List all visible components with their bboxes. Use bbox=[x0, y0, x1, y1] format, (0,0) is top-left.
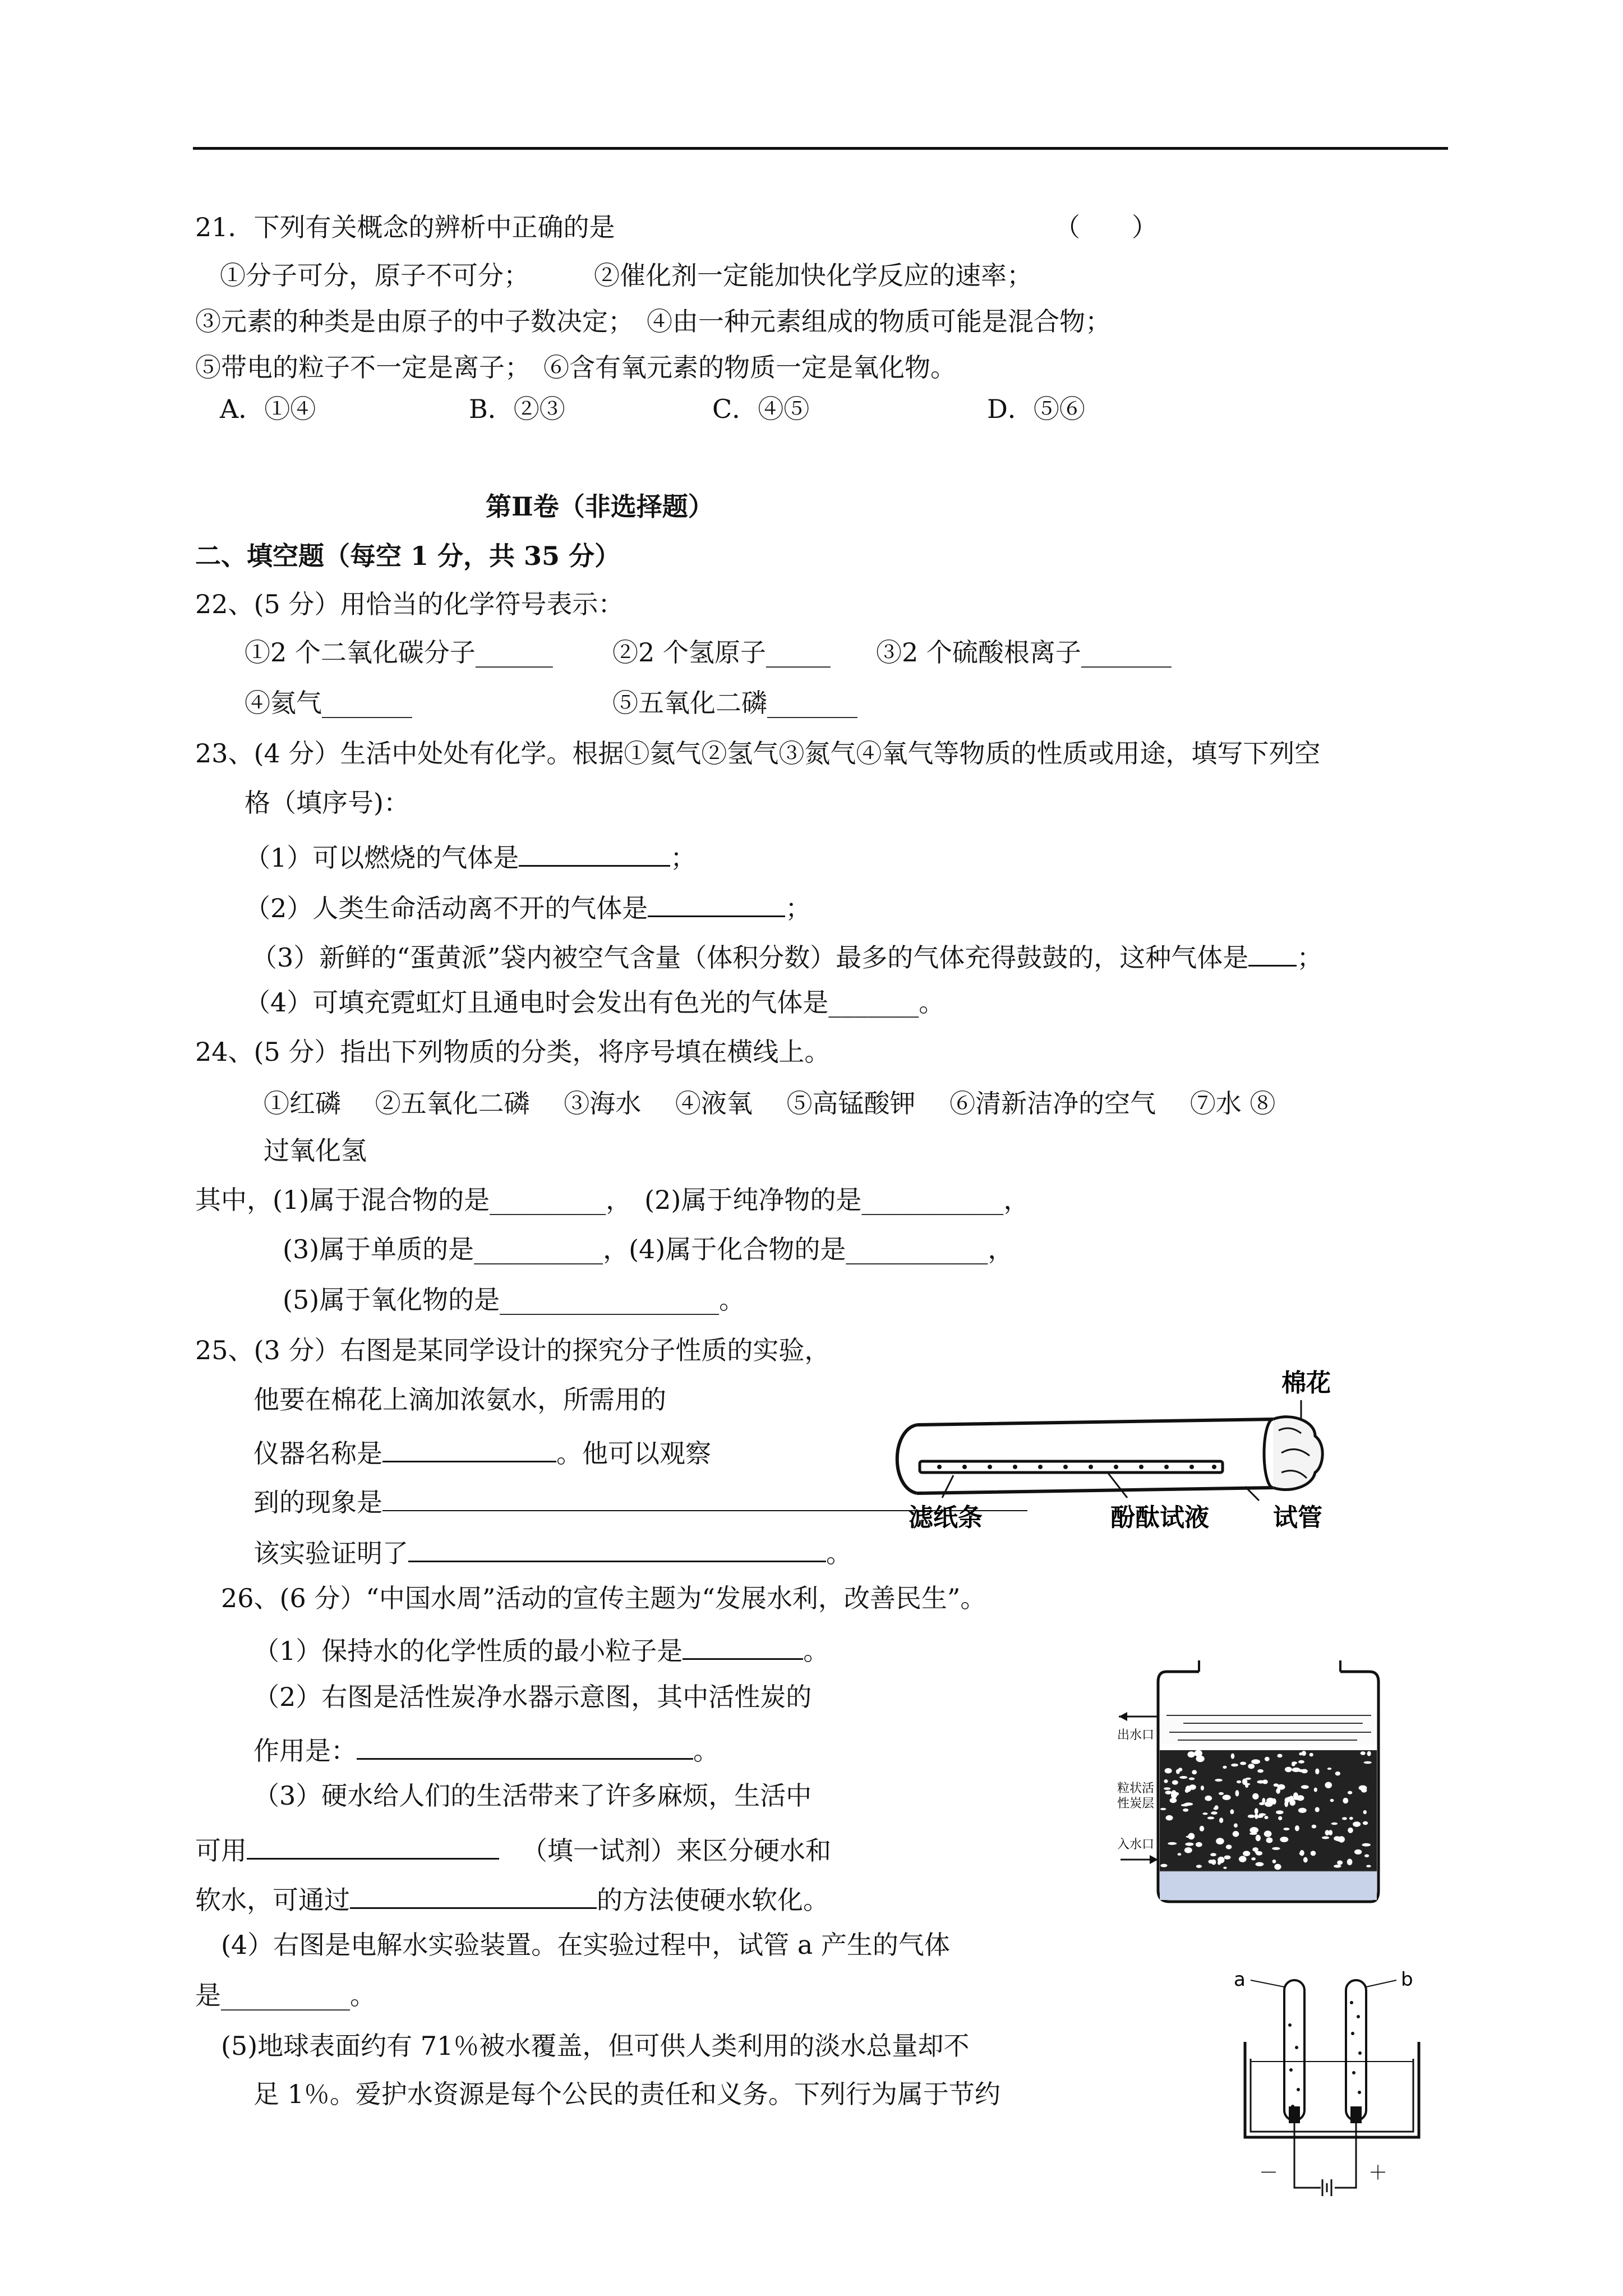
carbon-grain bbox=[1343, 1798, 1348, 1803]
carbon-grain bbox=[1266, 1798, 1274, 1803]
tube-a-label: a bbox=[1234, 1968, 1246, 1991]
q26-part-1 bbox=[253, 1634, 829, 1664]
carbon-grain bbox=[1331, 1823, 1338, 1825]
q22-item-2: ②2 个氢原子_____ bbox=[612, 637, 831, 668]
q25-blank-instrument[interactable] bbox=[382, 1436, 556, 1462]
carbon-label-1: 粒状活 bbox=[1117, 1782, 1155, 1796]
carbon-filter-figure bbox=[1116, 1660, 1385, 1913]
carbon-grain bbox=[1187, 1751, 1195, 1757]
carbon-grain bbox=[1226, 1844, 1232, 1849]
carbon-grain bbox=[1248, 1815, 1255, 1818]
carbon-grain bbox=[1302, 1751, 1306, 1756]
carbon-grain bbox=[1202, 1812, 1207, 1815]
carbon-grain bbox=[1272, 1860, 1276, 1864]
carbon-grain bbox=[1166, 1815, 1173, 1821]
test-tube-label: 试管 bbox=[1273, 1503, 1322, 1532]
header-rule bbox=[193, 147, 1448, 150]
q26-part-2-end: 。 bbox=[693, 1736, 719, 1766]
carbon-grain bbox=[1322, 1837, 1329, 1839]
carbon-grain bbox=[1264, 1830, 1272, 1837]
carbon-grain bbox=[1249, 1832, 1257, 1835]
phenolphthalein-label: 酚酞试液 bbox=[1110, 1503, 1209, 1532]
carbon-grain bbox=[1223, 1766, 1227, 1769]
q26-part-3-line-3 bbox=[195, 1883, 829, 1913]
carbon-grain bbox=[1224, 1856, 1231, 1860]
q25-line-1: 他要在棉花上滴加浓氨水，所需用的 bbox=[253, 1384, 666, 1415]
carbon-grain bbox=[1256, 1835, 1261, 1841]
carbon-grain bbox=[1165, 1768, 1172, 1774]
carbon-grain bbox=[1240, 1762, 1246, 1765]
q23-blank-1[interactable] bbox=[519, 840, 670, 867]
carbon-grain bbox=[1310, 1753, 1313, 1757]
q26-part-2: （2）右图是活性炭净水器示意图，其中活性炭的 bbox=[253, 1682, 812, 1712]
q23-part-3-end: ； bbox=[1297, 942, 1323, 973]
q22-item-1: ①2 个二氧化碳分子______ bbox=[245, 637, 553, 668]
carbon-grain bbox=[1348, 1791, 1352, 1795]
carbon-grain bbox=[1210, 1853, 1216, 1856]
q26-part-3-text-d: 的方法使硬水软化。 bbox=[597, 1885, 829, 1915]
carbon-grain bbox=[1218, 1857, 1224, 1864]
carbon-grain bbox=[1259, 1802, 1265, 1805]
cotton-plug bbox=[1273, 1417, 1322, 1490]
q23-part-4: （4）可填充霓虹灯且通电时会发出有色光的气体是_______。 bbox=[245, 987, 945, 1018]
q26-part-5: (5)地球表面约有 71％被水覆盖，但可供人类利用的淡水总量却不 bbox=[221, 2031, 970, 2061]
carbon-grain bbox=[1295, 1825, 1299, 1831]
q26-part-3-text: 可用 bbox=[195, 1835, 247, 1866]
q23-part-2-end: ； bbox=[785, 893, 811, 923]
q23-part-2-text: （2）人类生命活动离不开的气体是 bbox=[245, 893, 648, 923]
carbon-grain bbox=[1315, 1769, 1319, 1775]
carbon-grain bbox=[1361, 1751, 1366, 1755]
q23-part-2 bbox=[245, 891, 811, 921]
q25-line-2 bbox=[253, 1436, 711, 1469]
carbon-grain bbox=[1314, 1788, 1317, 1792]
q25-line-4-end: 。 bbox=[826, 1538, 852, 1568]
carbon-grain bbox=[1272, 1847, 1280, 1850]
q21-statement-line-2: ③元素的种类是由原子的中子数决定； ④由一种元素组成的物质可能是混合物； bbox=[195, 306, 1111, 337]
carbon-grain bbox=[1292, 1768, 1301, 1772]
carbon-grain bbox=[1264, 1816, 1268, 1819]
carbon-grain bbox=[1334, 1865, 1341, 1868]
carbon-grain bbox=[1192, 1770, 1197, 1774]
q25-line-4 bbox=[253, 1536, 852, 1566]
carbon-grain bbox=[1171, 1790, 1176, 1797]
carbon-grain bbox=[1164, 1779, 1168, 1783]
carbon-grain bbox=[1255, 1814, 1258, 1819]
q22-item-4: ④氦气_______ bbox=[245, 688, 412, 718]
q23-part-1 bbox=[245, 840, 696, 871]
carbon-grain bbox=[1209, 1860, 1214, 1864]
carbon-grain bbox=[1231, 1764, 1238, 1766]
negative-terminal: － bbox=[1259, 2162, 1278, 2184]
carbon-grain bbox=[1284, 1800, 1288, 1807]
q26-part-3: （3）硬水给人们的生活带来了许多麻烦，生活中 bbox=[253, 1780, 812, 1811]
q21-option-b: B．②③ bbox=[469, 394, 565, 424]
inlet-label: 入水口 bbox=[1117, 1838, 1155, 1852]
q26-part-2-continued bbox=[253, 1733, 719, 1764]
carbon-grain bbox=[1354, 1849, 1362, 1855]
carbon-grain bbox=[1205, 1796, 1212, 1801]
q26-part-5-continued: 足 1％。爱护水资源是每个公民的责任和义务。下列行为属于节约 bbox=[253, 2079, 1000, 2109]
carbon-grain bbox=[1276, 1810, 1284, 1814]
carbon-grain bbox=[1223, 1795, 1231, 1800]
carbon-grain bbox=[1178, 1853, 1182, 1856]
q23-part-3 bbox=[251, 940, 1323, 973]
q26-stem: 26、(6 分）“中国水周”活动的宣传主题为“发展水利，改善民生”。 bbox=[221, 1583, 986, 1613]
carbon-grain bbox=[1258, 1813, 1266, 1816]
carbon-grain bbox=[1234, 1823, 1238, 1828]
carbon-grain bbox=[1215, 1779, 1222, 1782]
carbon-grain bbox=[1183, 1809, 1188, 1812]
q25-line-4-text: 该实验证明了 bbox=[253, 1538, 408, 1568]
carbon-grain bbox=[1248, 1764, 1255, 1769]
molecule-experiment-figure bbox=[886, 1346, 1346, 1537]
carbon-grain bbox=[1329, 1830, 1332, 1835]
carbon-grain bbox=[1347, 1859, 1353, 1866]
carbon-grain bbox=[1239, 1856, 1247, 1862]
q21-statement-line-3: ⑤带电的粒子不一定是离子； ⑥含有氧元素的物质一定是氧化物。 bbox=[195, 352, 956, 383]
q21-answer-paren: （ ） bbox=[1054, 212, 1158, 242]
tube-a bbox=[1284, 1980, 1304, 2120]
q22-item-3: ③2 个硫酸根离子_______ bbox=[876, 637, 1172, 668]
q26-part-2-label: 作用是： bbox=[253, 1736, 357, 1766]
carbon-grain bbox=[1335, 1837, 1343, 1842]
positive-terminal: ＋ bbox=[1368, 2162, 1387, 2184]
q23-stem-continued: 格（填序号)： bbox=[245, 788, 409, 818]
carbon-grain bbox=[1364, 1761, 1372, 1764]
carbon-grain bbox=[1278, 1784, 1285, 1790]
carbon-grain bbox=[1237, 1780, 1241, 1783]
q24-items: ①红磷 ②五氧化二磷 ③海水 ④液氧 ⑤高锰酸钾 ⑥清新洁净的空气 ⑦水 ⑧ bbox=[264, 1088, 1276, 1119]
q23-blank-2[interactable] bbox=[648, 891, 785, 917]
carbon-grain bbox=[1201, 1786, 1204, 1791]
q21-option-d: D．⑤⑥ bbox=[987, 394, 1085, 424]
carbon-grain bbox=[1200, 1826, 1204, 1832]
carbon-grain bbox=[1196, 1865, 1202, 1868]
carbon-grain bbox=[1335, 1772, 1340, 1775]
carbon-grain bbox=[1337, 1861, 1343, 1865]
q24-row-3: (5)属于氧化物的是_________________。 bbox=[283, 1285, 745, 1315]
q23-stem: 23、(4 分）生活中处处有化学。根据①氦气②氢气③氮气④氧气等物质的性质或用途，填写下列空 bbox=[195, 738, 1321, 769]
carbon-grain bbox=[1249, 1827, 1258, 1833]
carbon-grain bbox=[1367, 1751, 1371, 1756]
q26-blank-particle[interactable] bbox=[683, 1634, 803, 1660]
carbon-grain bbox=[1160, 1808, 1166, 1810]
q23-part-1-text: （1）可以燃烧的气体是 bbox=[245, 843, 519, 873]
q23-part-3-text: （3）新鲜的“蛋黄派”袋内被空气含量（体积分数）最多的气体充得鼓鼓的，这种气体是 bbox=[251, 942, 1249, 973]
carbon-grain bbox=[1219, 1792, 1224, 1795]
carbon-grain bbox=[1285, 1767, 1292, 1773]
carbon-grain bbox=[1251, 1759, 1260, 1764]
carbon-grain bbox=[1207, 1816, 1214, 1819]
q21-option-a: A．①④ bbox=[220, 394, 316, 424]
carbon-grain bbox=[1292, 1797, 1300, 1800]
carbon-grain bbox=[1184, 1847, 1192, 1853]
q25-line-2-text: 仪器名称是 bbox=[253, 1438, 382, 1469]
carbon-grain bbox=[1211, 1811, 1218, 1815]
carbon-grain bbox=[1330, 1799, 1334, 1802]
carbon-grain bbox=[1251, 1857, 1256, 1860]
cotton-label: 棉花 bbox=[1281, 1369, 1331, 1397]
q26-part-4-continued: 是__________。 bbox=[195, 1980, 376, 2010]
carbon-grain bbox=[1230, 1809, 1234, 1814]
carbon-grain bbox=[1289, 1800, 1295, 1806]
q23-part-1-end: ； bbox=[670, 843, 697, 873]
carbon-grain bbox=[1298, 1808, 1307, 1813]
q22-item-5: ⑤五氧化二磷_______ bbox=[612, 688, 857, 718]
carbon-grain bbox=[1298, 1760, 1304, 1764]
carbon-grain bbox=[1278, 1816, 1282, 1820]
carbon-grain bbox=[1233, 1831, 1239, 1837]
q21-option-c: C．④⑤ bbox=[712, 394, 810, 424]
carbon-grain bbox=[1256, 1862, 1264, 1866]
q26-part-3-text-b: （填一试剂）来区分硬水和 bbox=[522, 1835, 831, 1866]
q24-row-1: 其中，(1)属于混合物的是_________， (2)属于纯净物的是___________， bbox=[195, 1185, 1030, 1215]
carbon-grain bbox=[1189, 1784, 1196, 1790]
q21-statement-line-1: ①分子可分，原子不可分； ②催化剂一定能加快化学反应的速率； bbox=[220, 260, 1032, 291]
carbon-grain bbox=[1303, 1857, 1308, 1863]
carbon-grain bbox=[1274, 1864, 1281, 1870]
carbon-grain bbox=[1301, 1785, 1309, 1789]
carbon-grain bbox=[1257, 1780, 1265, 1784]
carbon-grain bbox=[1196, 1842, 1202, 1847]
q26-blank-reagent[interactable] bbox=[247, 1833, 499, 1860]
carbon-grain bbox=[1243, 1783, 1250, 1786]
carbon-grain bbox=[1243, 1851, 1250, 1856]
carbon-grain bbox=[1185, 1843, 1193, 1846]
carbon-grain bbox=[1312, 1825, 1317, 1829]
carbon-grain bbox=[1362, 1843, 1371, 1847]
volume-title: 第Ⅱ卷（非选择题） bbox=[486, 491, 714, 522]
tube-b-label: b bbox=[1401, 1968, 1413, 1991]
q26-part-1-text: （1）保持水的化学性质的最小粒子是 bbox=[253, 1636, 683, 1666]
carbon-grain bbox=[1168, 1842, 1177, 1845]
q26-part-4: (4）右图是电解水实验装置。在实验过程中，试管 a 产生的气体 bbox=[221, 1930, 950, 1960]
q26-blank-softening[interactable] bbox=[350, 1883, 597, 1909]
carbon-grain bbox=[1363, 1821, 1368, 1825]
carbon-grain bbox=[1165, 1791, 1172, 1795]
carbon-grain bbox=[1252, 1847, 1258, 1852]
carbon-grain bbox=[1176, 1769, 1180, 1774]
q21-stem: 21．下列有关概念的辨析中正确的是 bbox=[195, 212, 615, 242]
carbon-grain bbox=[1172, 1780, 1178, 1785]
carbon-grain bbox=[1349, 1817, 1353, 1820]
carbon-grain bbox=[1315, 1807, 1320, 1812]
carbon-grain bbox=[1359, 1786, 1367, 1791]
carbon-grain bbox=[1266, 1837, 1273, 1843]
carbon-grain bbox=[1366, 1865, 1371, 1867]
carbon-label-2: 性炭层 bbox=[1117, 1797, 1155, 1811]
outlet-label: 出水口 bbox=[1117, 1728, 1155, 1742]
q24-stem: 24、(5 分）指出下列物质的分类，将序号填在横线上。 bbox=[195, 1037, 831, 1067]
carbon-grain bbox=[1283, 1828, 1289, 1830]
carbon-grain bbox=[1214, 1807, 1218, 1810]
carbon-grain bbox=[1280, 1837, 1288, 1842]
carbon-grain bbox=[1164, 1787, 1170, 1790]
carbon-grain bbox=[1353, 1821, 1361, 1827]
carbon-grain bbox=[1219, 1818, 1223, 1823]
carbon-grain bbox=[1265, 1757, 1270, 1761]
q26-part-1-end: 。 bbox=[803, 1636, 829, 1666]
carbon-grain bbox=[1181, 1804, 1189, 1807]
carbon-grain bbox=[1223, 1867, 1227, 1869]
carbon-grain bbox=[1364, 1855, 1369, 1857]
q26-part-3-text-c: 软水，可通过 bbox=[195, 1885, 350, 1915]
electrolysis-figure bbox=[1228, 1963, 1441, 2210]
carbon-grain bbox=[1179, 1776, 1187, 1779]
carbon-grain bbox=[1348, 1828, 1353, 1833]
carbon-grain bbox=[1231, 1754, 1235, 1759]
carbon-grain bbox=[1325, 1782, 1332, 1788]
carbon-grain bbox=[1189, 1778, 1195, 1780]
carbon-grain bbox=[1257, 1769, 1264, 1773]
carbon-grain bbox=[1299, 1852, 1304, 1855]
q23-blank-3[interactable] bbox=[1248, 940, 1297, 967]
carbon-grain bbox=[1311, 1851, 1316, 1856]
q25-line-2-end: 。他可以观察 bbox=[556, 1438, 711, 1469]
q24-row-2: (3)属于单质的是__________，(4)属于化合物的是___________， bbox=[283, 1234, 1014, 1264]
carbon-grain bbox=[1235, 1790, 1239, 1796]
carbon-layer bbox=[1160, 1750, 1377, 1871]
carbon-grain bbox=[1195, 1750, 1202, 1757]
q25-line-3-text: 到的现象是 bbox=[253, 1487, 382, 1517]
carbon-grain bbox=[1327, 1768, 1332, 1770]
q24-items-continued: 过氧化氢 bbox=[264, 1135, 367, 1166]
q26-part-3-line-2 bbox=[195, 1833, 831, 1864]
q26-blank-carbon-function[interactable] bbox=[357, 1733, 693, 1760]
carbon-grain bbox=[1216, 1838, 1224, 1844]
carbon-grain bbox=[1292, 1763, 1295, 1766]
carbon-grain bbox=[1342, 1817, 1347, 1820]
q25-blank-conclusion[interactable] bbox=[408, 1536, 826, 1562]
carbon-grain bbox=[1363, 1810, 1367, 1814]
carbon-grain bbox=[1255, 1851, 1261, 1854]
q22-stem: 22、(5 分）用恰当的化学符号表示： bbox=[195, 589, 624, 619]
carbon-grain bbox=[1188, 1833, 1195, 1840]
carbon-grain bbox=[1160, 1864, 1167, 1867]
carbon-grain bbox=[1252, 1793, 1258, 1800]
carbon-grain bbox=[1277, 1754, 1282, 1758]
part-title: 二、填空题（每空 1 分，共 35 分） bbox=[195, 541, 621, 571]
q25-stem: 25、(3 分）右图是某同学设计的探究分子性质的实验， bbox=[195, 1335, 831, 1365]
filter-paper-label: 滤纸条 bbox=[909, 1503, 983, 1532]
tube-b bbox=[1346, 1980, 1366, 2120]
